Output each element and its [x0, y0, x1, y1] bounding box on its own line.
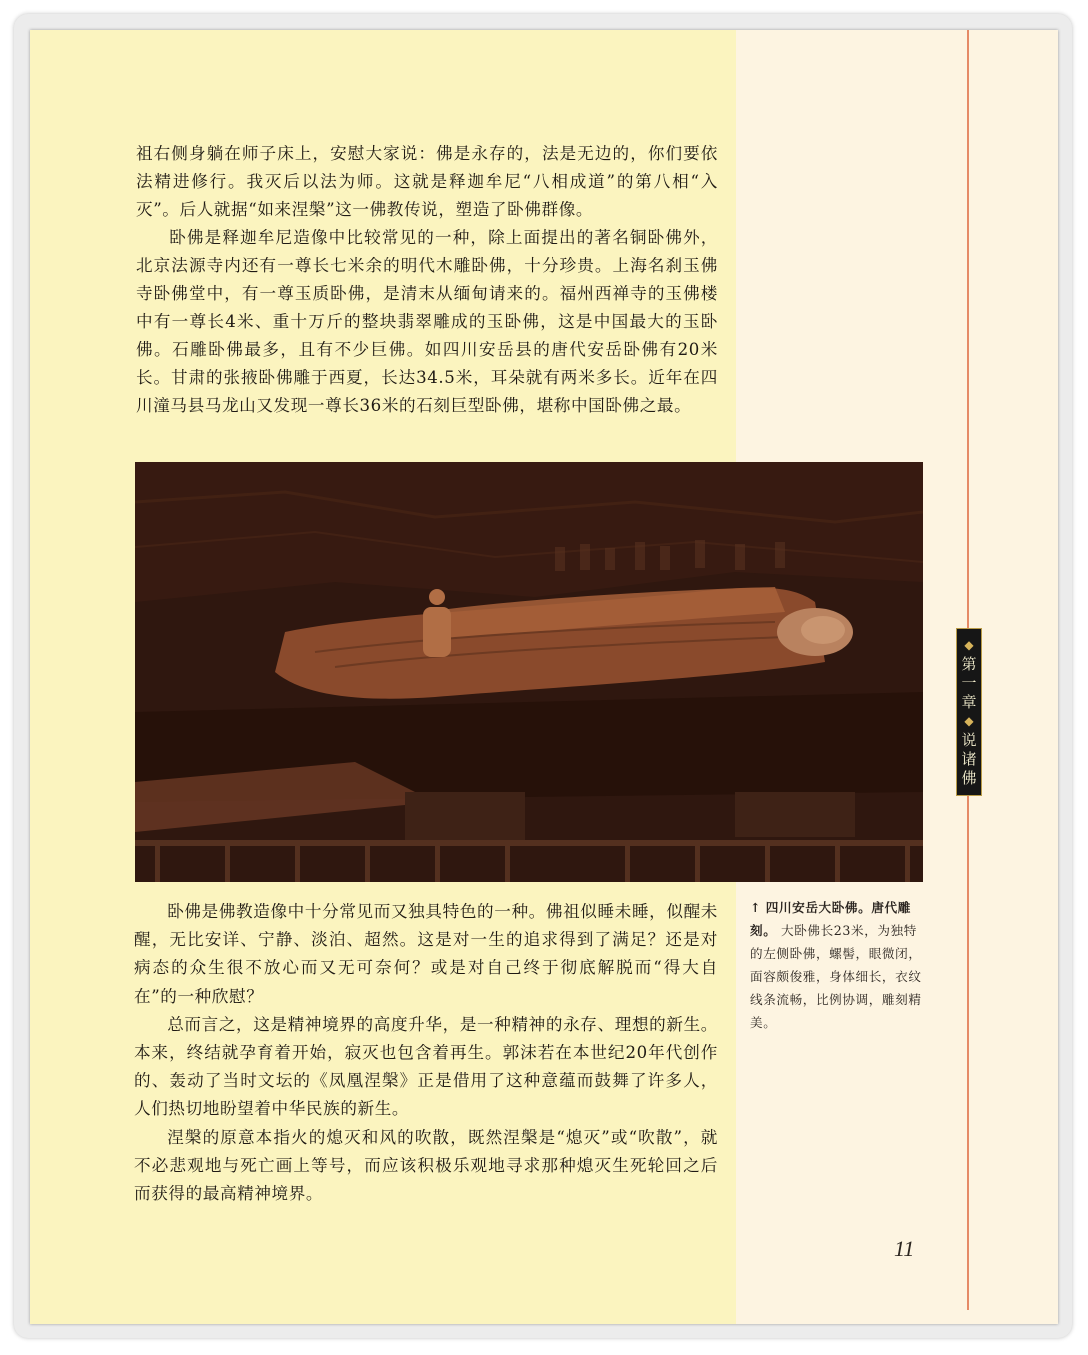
chapter-char: 章	[961, 693, 977, 711]
page-number: 11	[894, 1236, 915, 1261]
diamond-icon: ◆	[964, 714, 974, 728]
chapter-char: 一	[961, 674, 977, 692]
upper-text-block	[136, 140, 718, 420]
chapter-char: 第	[961, 655, 977, 673]
paragraph: 总而言之，这是精神境界的高度升华，是一种精神的永存、理想的新生。本来，终结就孕育着开始，寂灭也包含着再生。郭沫若在本世纪20年代创作的、轰动了当时文坛的《凤凰涅槃》正是借用了这种意蕴而鼓舞了许多人，人们热切地盼望着中华民族的新生。	[134, 1014, 718, 1119]
topic-char: 说	[961, 731, 977, 749]
topic-char: 佛	[961, 769, 977, 787]
paragraph: 涅槃的原意本指火的熄灭和风的吹散，既然涅槃是“熄灭”或“吹散”，就不必悲观地与死亡画上等号，而应该积极乐观地寻求那种熄灭生死轮回之后而获得的最高精神境界。	[134, 1127, 718, 1204]
photo-caption	[750, 896, 926, 1034]
diamond-icon: ◆	[964, 638, 974, 652]
caption-arrow-icon: ↑	[750, 900, 762, 915]
chapter-tab	[956, 628, 982, 796]
caption-body: 大卧佛长23米，为独特的左侧卧佛，螺髻，眼微闭，面容颇俊雅，身体细长，衣纹线条流畅，比例协调，雕刻精美。	[750, 923, 922, 1030]
book-page	[30, 30, 1058, 1324]
paragraph: 祖右侧身躺在师子床上，安慰大家说：佛是永存的，法是无边的，你们要依法精进修行。我灭后以法为师。这就是释迦牟尼“八相成道”的第八相“入灭”。后人就据“如来涅槃”这一佛教传说，塑造了卧佛群像。	[136, 144, 718, 219]
lower-text-block	[134, 898, 718, 1208]
reclining-buddha-photo	[135, 462, 923, 882]
topic-char: 诸	[961, 750, 977, 768]
paragraph: 卧佛是佛教造像中十分常见而又独具特色的一种。佛祖似睡未睡，似醒未醒，无比安详、宁静、淡泊、超然。这是对一生的追求得到了满足？还是对病态的众生很不放心而又无可奈何？或是对自己终于彻底解脱而“得大自在”的一种欣慰？	[134, 902, 718, 1006]
caption-title: 四川安岳大卧佛。唐代雕刻。	[750, 900, 911, 938]
paragraph: 卧佛是释迦牟尼造像中比较常见的一种，除上面提出的著名铜卧佛外，北京法源寺内还有一尊长七米余的明代木雕卧佛，十分珍贵。上海名刹玉佛寺卧佛堂中，有一尊玉质卧佛，是清末从缅甸请来的。福州西禅寺的玉佛楼中有一尊长4米、重十万斤的整块翡翠雕成的玉卧佛，这是中国最大的玉卧佛。石雕卧佛最多，且有不少巨佛。如四川安岳县的唐代安岳卧佛有20米长。甘肃的张掖卧佛雕于西夏，长达34.5米，耳朵就有两米多长。近年在四川潼马县马龙山又发现一尊长36米的石刻巨型卧佛，堪称中国卧佛之最。	[136, 228, 718, 415]
